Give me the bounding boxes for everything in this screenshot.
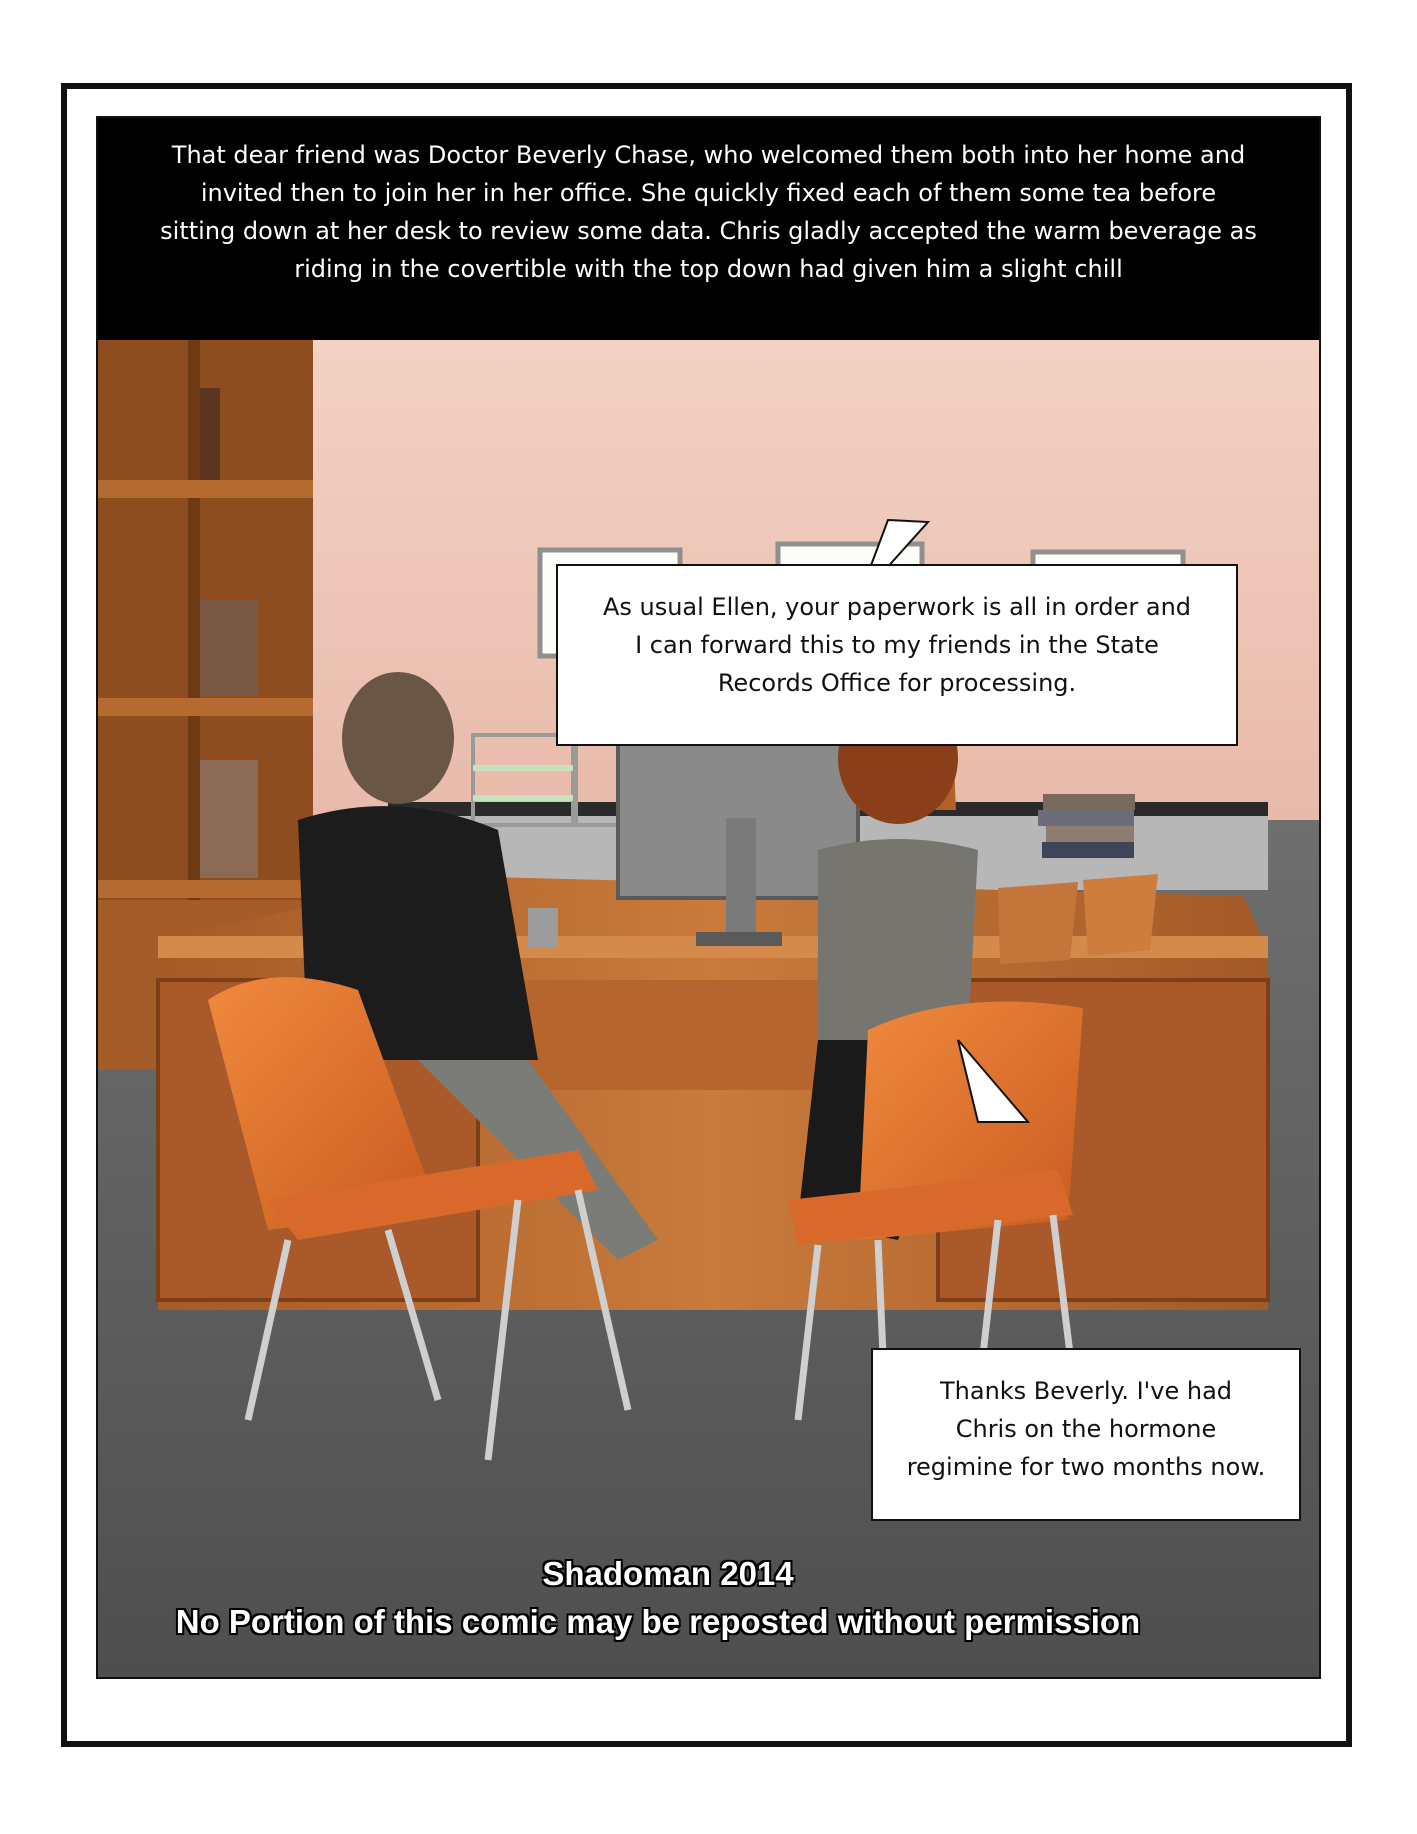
author-credit: Shadoman 2014 <box>542 1555 794 1592</box>
caption-line: invited then to join her in her office. She quickly fixed each of them some tea before <box>200 179 1217 207</box>
book-stack <box>1038 794 1135 858</box>
copyright-notice <box>98 1550 1218 1646</box>
repost-notice: No Portion of this comic may be reposted without permission <box>175 1603 1141 1640</box>
bubble-line: As usual Ellen, your paperwork is all in order and <box>602 593 1192 621</box>
caption-line: That dear friend was Doctor Beverly Chase, who welcomed them both into her home and <box>171 141 1246 169</box>
tea-mug <box>528 908 558 948</box>
picture-frame <box>1083 874 1158 956</box>
bubble-line: regimine for two months now. <box>906 1453 1266 1481</box>
comic-panel <box>96 116 1321 1679</box>
bubble-line: I can forward this to my friends in the State <box>635 631 1159 659</box>
speech-bubble-beverly <box>556 564 1238 746</box>
bubble-line: Chris on the hormone <box>955 1415 1217 1443</box>
caption-line: riding in the covertible with the top down had given him a slight chill <box>294 255 1123 283</box>
narration-caption <box>98 118 1319 340</box>
bubble-line: Thanks Beverly. I've had <box>939 1377 1233 1405</box>
bubble-line: Records Office for processing. <box>717 669 1077 697</box>
speech-bubble-ellen <box>871 1348 1301 1521</box>
picture-frame <box>998 882 1078 964</box>
office-scene <box>98 340 1319 1679</box>
caption-line: sitting down at her desk to review some data. Chris gladly accepted the warm beverage as <box>160 217 1257 245</box>
